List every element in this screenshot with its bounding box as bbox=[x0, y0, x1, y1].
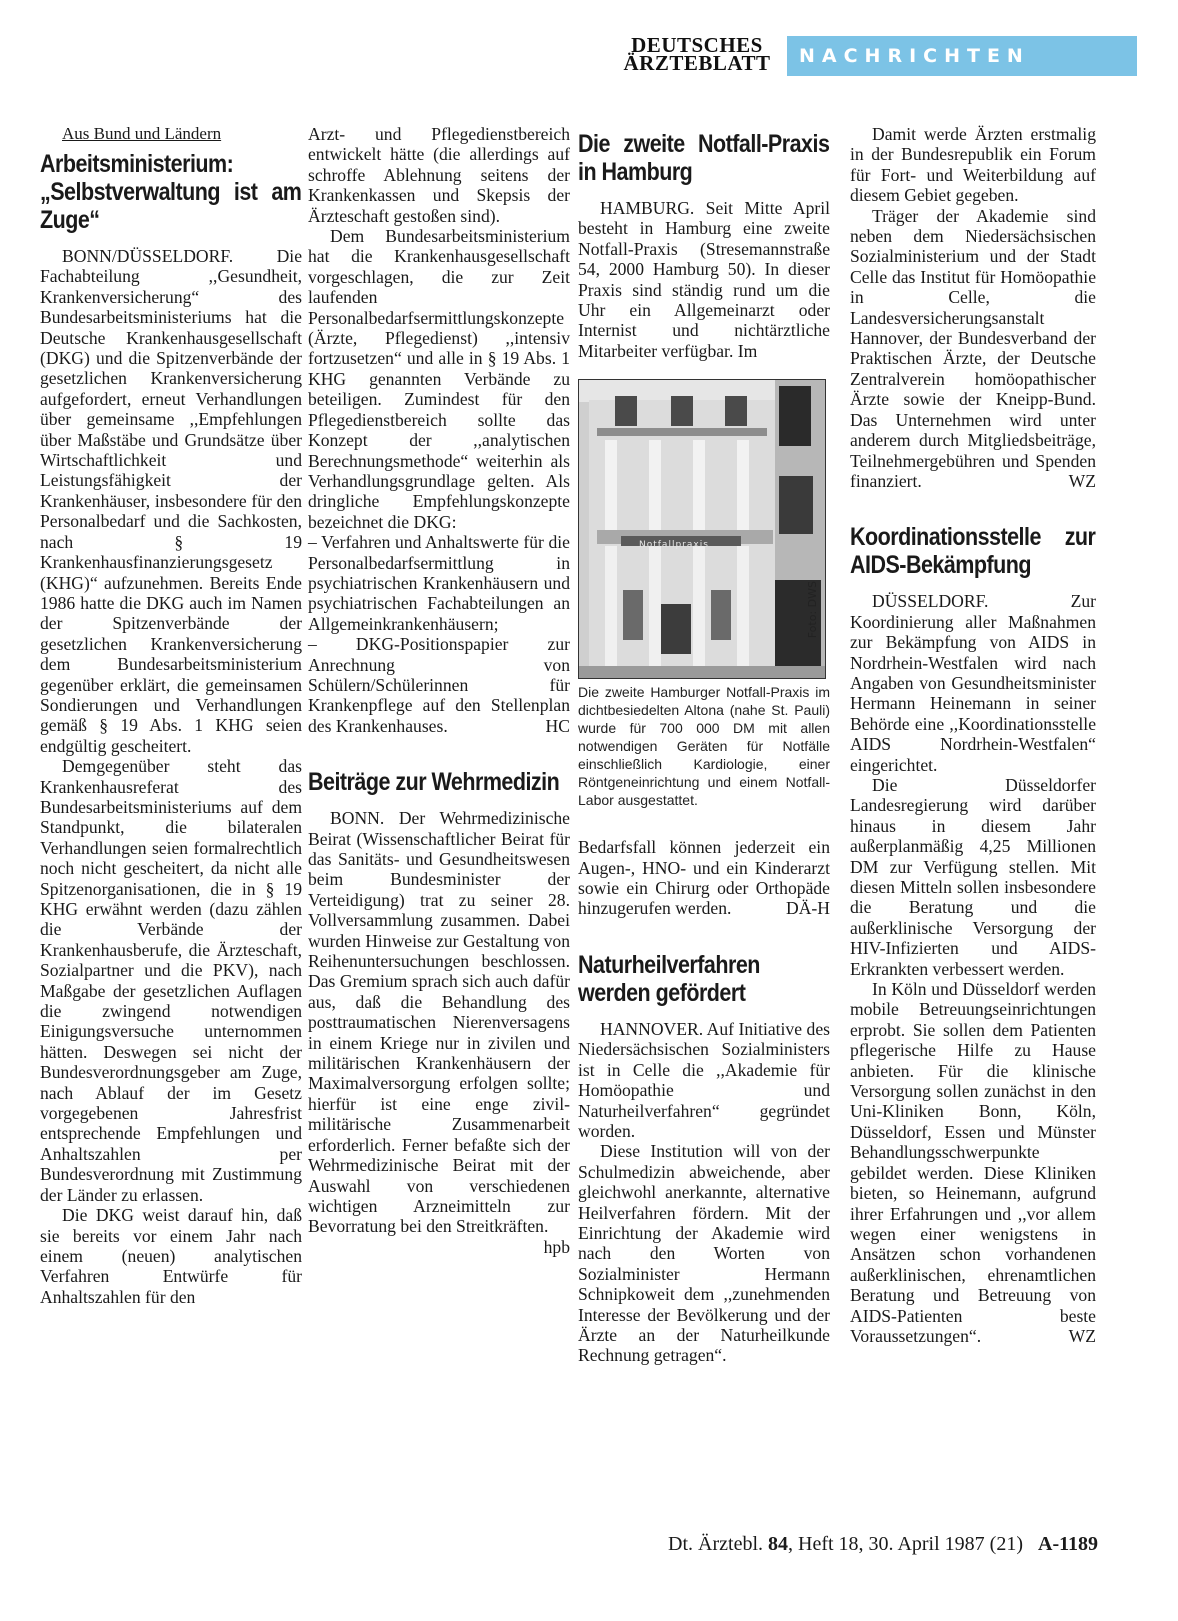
paragraph: Diese Institution will von der Schulmedizin abweichende, aber gleichwohl anerkannte, alternative Heilverfahren fördern. Mit der Einrichtung der Akademie wird nach den Worten von Sozialminister Hermann Schnipkoweit dem ,,zunehmenden Interesse der Bevölkerung und der Ärzte an der Naturheilkunde Rechnung getragen“. bbox=[578, 1141, 830, 1366]
paragraph: Arzt- und Pflegedienstbereich entwickelt hätte (die allerdings auf schroffe Ablehnung seitens der Krankenkassen und Skepsis der Ärzteschaft gestoßen sind). bbox=[308, 124, 570, 226]
building-photo bbox=[578, 379, 826, 679]
paragraph bbox=[850, 979, 1096, 1346]
masthead bbox=[612, 33, 1160, 76]
photo-sign-text: Notfallpraxis bbox=[639, 540, 709, 551]
photo-caption: Die zweite Hamburger Notfall-Praxis im dichtbesiedelten Altona (nahe St. Pauli) wurde für 700 000 DM mit allen notwendigen Geräten für Notfälle einschließlich Kardiologie, einer Röntgeneinrichtung und einem Notfall-Labor ausgestattet. bbox=[578, 684, 830, 809]
author-signature: WZ bbox=[1068, 470, 1096, 491]
paragraph: DÜSSELDORF. Zur Koordinierung aller Maßnahmen zur Bekämpfung von AIDS in Nordrhein-Westfalen wird nach Angaben von Gesundheitsminister Hermann Heinemann in seiner Behörde eine ,,Koordinationsstelle AIDS Nordrhein-Westfalen“ eingerichtet. bbox=[850, 591, 1096, 775]
column-3 bbox=[578, 124, 830, 1366]
logo-line-1: DEUTSCHES bbox=[631, 33, 763, 57]
paragraph: Damit werde Ärzten erstmalig in der Bundesrepublik ein Forum für Fort- und Weiterbildung auf diesem Gebiet gegeben. bbox=[850, 124, 1096, 206]
author-signature: hpb bbox=[543, 1236, 570, 1257]
article-kicker: Aus Bund und Ländern bbox=[62, 124, 222, 143]
section-banner: NACHRICHTEN bbox=[787, 36, 1137, 76]
paragraph-text: BONN. Der Wehrmedizinische Beirat (Wissenschaftlicher Beirat für das Sanitäts- und Gesundheitswesen beim Bundesminister der Verteidigung) trat zu seiner 28. Vollversammlung zusammen. Dabei wurden Hinweise zur Gestaltung von Reihenuntersuchungen beschlossen. Das Gremium sprach sich auch dafür aus, daß die Behandlung des posttraumatischen Nierenversagens in einem Kriege nur in zivilen und militärischen Krankenhäusern der Maximalversorgung erfolgen sollte; hierfür ist eine enge zivil-militärische Zusammenarbeit erforderlich. Ferner befaßte sich der Wehrmedizinische Beirat mit der Auswahl von verschiedenen wichtigen Arzneimitteln zur Bevorratung bei den Streitkräften. bbox=[308, 808, 570, 1237]
column-4 bbox=[850, 124, 1096, 1346]
paragraph: HANNOVER. Auf Initiative des Niedersächsischen Sozialministers ist in Celle die ,,Akademie für Homöopathie und Naturheilverfahren“ gegründet worden. bbox=[578, 1018, 830, 1141]
author-signature: WZ bbox=[1068, 1325, 1096, 1346]
paragraph: – Verfahren und Anhaltswerte für die Personalbedarfsermittlung in psychiatrischen Krankenhäusern und psychiatrischen Fachabteilungen an Allgemeinkrankenhäusern; bbox=[308, 532, 570, 634]
paragraph-text: Träger der Akademie sind neben dem Niedersächsischen Sozialministerium und der Stadt Celle das Institut für Homöopathie in Celle, die Landesversicherungsanstalt Hannover, der Bundesverband der Praktischen Ärzte, der Deutsche Zentralverein homöopathischer Ärzte sowie der Kneipp-Bund. Das Unternehmen wird unter anderem durch Mitgliedsbeiträge, Teilnehmergebühren und Spenden finanziert. bbox=[850, 205, 1096, 491]
paragraph bbox=[308, 634, 570, 736]
paragraph-text: – DKG-Positionspapier zur Anrechnung von Schülern/Schülerinnen für Krankenpflege auf den Stellenplan des Krankenhauses. bbox=[308, 634, 570, 736]
photo-credit: Foto: DWS bbox=[805, 581, 819, 639]
article-title-wehrmedizin: Beiträge zur Wehrmedizin bbox=[308, 768, 560, 797]
footer-volume: 84 bbox=[768, 1533, 789, 1555]
paragraph bbox=[308, 808, 570, 1257]
paragraph: HAMBURG. Seit Mitte April besteht in Hamburg eine zweite Notfall-Praxis (Stresemannstraße 54, 2000 Hamburg 50). In dieser Praxis sind ständig rund um die Uhr ein Allgemeinarzt oder Internist und nichtärztliche Mitarbeiter verfügbar. Im bbox=[578, 198, 830, 361]
building-illustration bbox=[579, 380, 825, 678]
article-title-arbeitsministerium: Arbeitsministerium: „Selbstverwaltung ist am Zuge“ bbox=[40, 150, 302, 234]
logo-line-2: ÄRZTEBLATT bbox=[623, 51, 771, 75]
footer-issue: , Heft 18, 30. April 1987 (21) bbox=[788, 1533, 1023, 1555]
page-footer bbox=[612, 1532, 1098, 1556]
paragraph: Demgegenüber steht das Krankenhausreferat des Bundesarbeitsministeriums auf dem Standpunkt, die bilateralen Verhandlungen seien formalrechtlich noch nicht gescheitert, da nicht alle Spitzenorganisationen, die in § 19 KHG erwähnt werden (dazu zählen die Verbände der Krankenhausberufe, die Ärzteschaft, Sozialpartner und die PKV), nach Maßgabe der gesetzlichen Auflagen die zwingend notwendigen Einigungsversuche unternommen hätten. Deswegen sei nicht der Bundesverordnungsgeber am Zuge, nach Ablauf der im Gesetz vorgegebenen Jahresfrist entsprechende Empfehlungen und Anhaltszahlen per Bundesverordnung mit Zustimmung der Länder zu erlassen. bbox=[40, 756, 302, 1205]
paragraph bbox=[578, 837, 830, 919]
column-1 bbox=[40, 124, 302, 1307]
paragraph-text: In Köln und Düsseldorf werden mobile Betreuungseinrichtungen erprobt. Sie sollen dem Patienten pflegerische Hilfe zu Hause anbieten. Für die klinische Versorgung sollen zunächst in den Uni-Kliniken Bonn, Köln, Düsseldorf, Essen und Münster Behandlungsschwerpunkte gebildet werden. Diese Kliniken bieten, so Heinemann, aufgrund ihrer Erfahrungen und ,,vor allem wegen einer wenigstens in Ansätzen schon vorhandenen außerklinischen, ehrenamtlichen Beratung und Betreuung von AIDS-Patienten beste Voraussetzungen“. bbox=[850, 979, 1096, 1346]
footer-page-number: A-1189 bbox=[1038, 1533, 1098, 1555]
paragraph: BONN/DÜSSELDORF. Die Fachabteilung ,,Gesundheit, Krankenversicherung“ des Bundesarbeitsministeriums hat die Deutsche Krankenhausgesellschaft (DKG) und die Spitzenverbände der gesetzlichen Krankenversicherung aufgefordert, erneut Verhandlungen über gemeinsame ,,Empfehlungen über Maßstäbe und Grundsätze über Wirtschaftlichkeit und Leistungsfähigkeit der Krankenhäuser, insbesondere für den Personalbedarf und die Sachkosten, nach § 19 Krankenhausfinanzierungsgesetz (KHG)“ aufzunehmen. Bereits Ende 1986 hatte die DKG auch im Namen der Spitzenverbände der gesetzlichen Krankenversicherung dem Bundesarbeitsministerium gegenüber erklärt, die gemeinsamen Sondierungen und Verhandlungen gemäß § 19 Abs. 1 KHG seien endgültig gescheitert. bbox=[40, 246, 302, 756]
paragraph: Dem Bundesarbeitsministerium hat die Krankenhausgesellschaft vorgeschlagen, die zur Zeit laufenden Personalbedarfsermittlungskonzepte (Ärzte, Pflegedienst) ,,intensiv fortzusetzen“ und alle in § 19 Abs. 1 KHG genannten Verbände zu beteiligen. Zumindest für den Pflegedienstbereich sollte das Konzept der ,,analytischen Berechnungsmethode“ weiterhin als Verhandlungsgrundlage gelten. Als dringliche Empfehlungskonzepte bezeichnet die DKG: bbox=[308, 226, 570, 532]
column-2 bbox=[308, 124, 570, 1257]
article-title-notfallpraxis: Die zweite Notfall-Praxis in Hamburg bbox=[578, 130, 830, 186]
paragraph bbox=[850, 206, 1096, 492]
author-signature: DÄ-H bbox=[786, 898, 830, 919]
journal-logo bbox=[612, 33, 782, 75]
article-title-aids-koordination: Koordinationsstelle zur AIDS-Bekämpfung bbox=[850, 523, 1096, 580]
paragraph-text: Bedarfsfall können jederzeit ein Augen-, HNO- und ein Kinderarzt sowie ein Chirurg oder Orthopäde hinzugerufen werden. bbox=[578, 837, 830, 919]
author-signature: HC bbox=[545, 715, 570, 736]
article-title-naturheilverfahren: Naturheilverfahren werden gefördert bbox=[578, 950, 760, 1007]
footer-journal: Dt. Ärztebl. bbox=[668, 1533, 764, 1555]
paragraph: Die DKG weist darauf hin, daß sie bereits vor einem Jahr nach einem (neuen) analytischen Verfahren Entwürfe für Anhaltszahlen für den bbox=[40, 1205, 302, 1307]
paragraph: Die Düsseldorfer Landesregierung wird darüber hinaus in diesem Jahr außerplanmäßig 4,25 Millionen DM zur Verfügung stellen. Mit diesen Mitteln sollen insbesondere die Beratung und die außerklinische Versorgung der HIV-Infizierten und AIDS-Erkrankten verbessert werden. bbox=[850, 774, 1096, 979]
